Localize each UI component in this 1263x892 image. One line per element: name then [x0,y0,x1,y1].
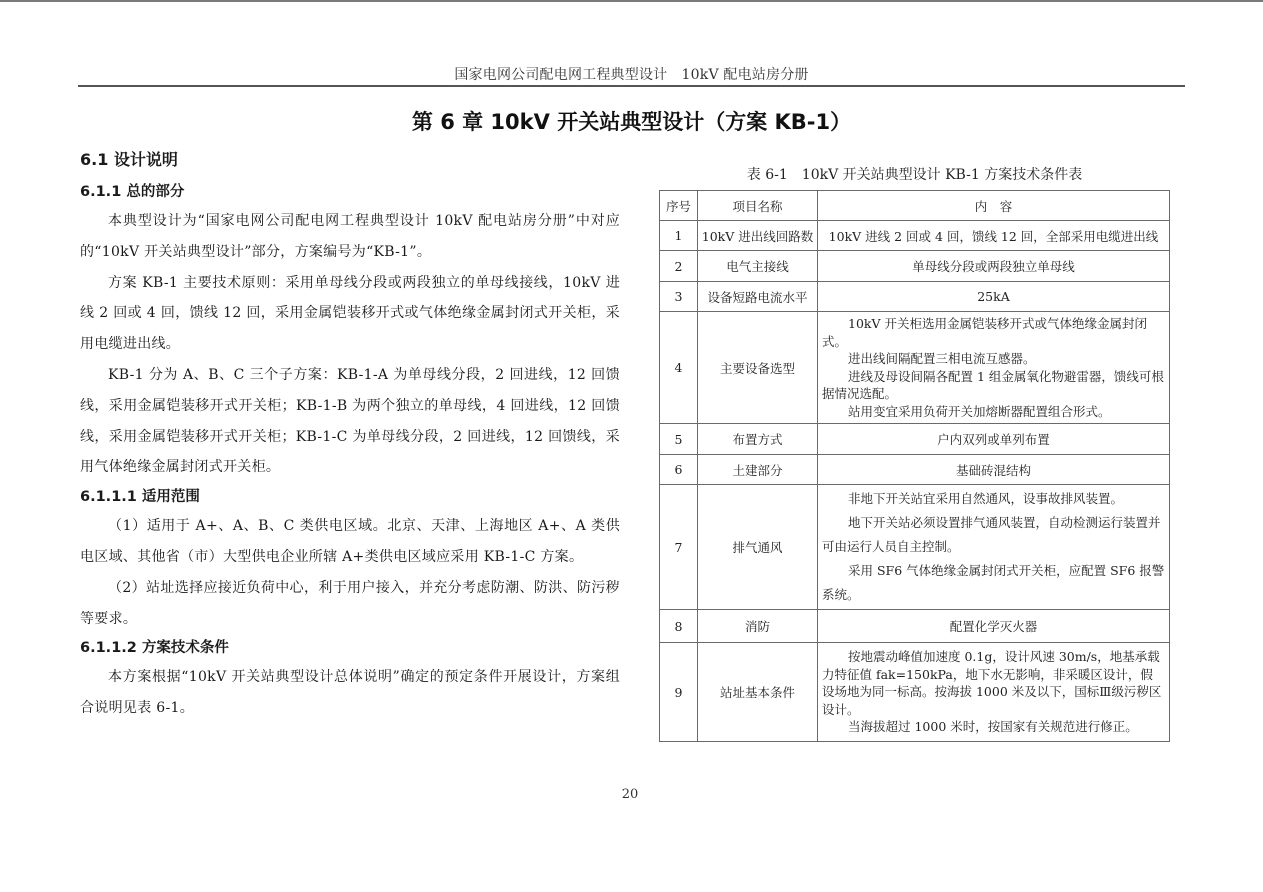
row-item-name: 布置方式 [698,424,818,455]
row-item-name: 电气主接线 [698,251,818,282]
row-item-name: 土建部分 [698,455,818,485]
row-number: 7 [660,485,698,610]
row-number: 4 [660,312,698,424]
paragraph: KB-1 分为 A、B、C 三个子方案：KB-1-A 为单母线分段，2 回进线，12 回馈线，采用金属铠装移开式开关柜；KB-1-B 为两个独立的单母线，4 回进线，12 回馈线，采用金属铠装移开式开关柜；KB-1-C 为单母线分段，2 回进线，12 回馈线，采用气体绝缘金属封闭式开关柜。 [80,366,620,476]
paragraph: 本方案根据“10kV 开关站典型设计总体说明”确定的预定条件开展设计，方案组合说明见表 6-1。 [80,669,620,717]
row-content [818,643,1170,742]
content-line: 进出线间隔配置三相电流互感器。 [848,351,1036,366]
row-content: 单母线分段或两段独立单母线 [818,251,1170,282]
row-number: 2 [660,251,698,282]
row-number: 1 [660,221,698,251]
row-item-name: 排气通风 [698,485,818,610]
section-heading-6-1: 6.1 设计说明 [80,150,178,169]
content-line: 非地下开关站宜采用自然通风，设事故排风装置。 [848,491,1124,506]
row-content [818,485,1170,610]
content-line: 当海拔超过 1000 米时，按国家有关规范进行修正。 [848,719,1138,735]
content-line: 按地震动峰值加速度 0.1g，设计风速 30m/s，地基承载力特征值 fak=150kPa，地下水无影响，非采暖区设计，假设场地为同一标高。按海拔 1000 米及以下，国标Ⅲ级污秽区设计。 [822,649,1162,717]
row-item-name: 10kV 进出线回路数 [698,221,818,251]
content-line: 10kV 开关柜选用金属铠装移开式或气体绝缘金属封闭式。 [822,316,1147,349]
table-row [660,455,1170,485]
page-top-border [0,0,1263,2]
column-header-no: 序号 [660,191,698,221]
table-caption: 表 6-1 10kV 开关站典型设计 KB-1 方案技术条件表 [746,167,1083,183]
paragraph: （2）站址选择应接近负荷中心，利于用户接入，并充分考虑防潮、防洪、防污秽等要求。 [80,579,620,627]
section-heading-6-1-1-1: 6.1.1.1 适用范围 [80,489,200,506]
row-number: 3 [660,282,698,312]
body-column [80,146,620,724]
row-content: 配置化学灭火器 [818,610,1170,643]
row-item-name: 消防 [698,610,818,643]
row-content: 25kA [818,282,1170,312]
table-row [660,251,1170,282]
header-rule [78,85,1185,87]
row-number: 5 [660,424,698,455]
row-content: 基础砖混结构 [818,455,1170,485]
table-row [660,221,1170,251]
chapter-title: 第 6 章 10kV 开关站典型设计（方案 KB-1） [411,110,852,134]
table-row [660,312,1170,424]
row-content: 10kV 进线 2 回或 4 回，馈线 12 回，全部采用电缆进出线 [818,221,1170,251]
row-content: 户内双列或单列布置 [818,424,1170,455]
row-number: 8 [660,610,698,643]
column-header-name: 项目名称 [698,191,818,221]
table-header-row [660,191,1170,221]
page-number: 20 [621,787,639,802]
paragraph: 本典型设计为“国家电网公司配电网工程典型设计 10kV 配电站房分册”中对应的“10kV 开关站典型设计”部分，方案编号为“KB-1”。 [80,213,620,260]
row-number: 9 [660,643,698,742]
section-heading-6-1-1: 6.1.1 总的部分 [80,184,185,200]
technical-conditions-table [659,190,1170,742]
table-row [660,643,1170,742]
content-line: 进线及母设间隔各配置 1 组金属氧化物避雷器，馈线可根据情况选配。 [822,368,1164,401]
content-line: 站用变宜采用负荷开关加熔断器配置组合形式。 [848,403,1111,419]
row-item-name: 站址基本条件 [698,643,818,742]
table-row [660,282,1170,312]
table-row [660,424,1170,455]
row-item-name: 主要设备选型 [698,312,818,424]
row-number: 6 [660,455,698,485]
row-item-name: 设备短路电流水平 [698,282,818,312]
section-heading-6-1-1-2: 6.1.1.2 方案技术条件 [80,640,229,657]
running-header: 国家电网公司配电网工程典型设计 10kV 配电站房分册 [454,67,809,83]
row-content [818,312,1170,424]
content-line: 采用 SF6 气体绝缘金属封闭式开关柜，应配置 SF6 报警系统。 [822,563,1165,602]
paragraph: （1）适用于 A+、A、B、C 类供电区域。北京、天津、上海地区 A+、A 类供电区域、其他省（市）大型供电企业所辖 A+类供电区域应采用 KB-1-C 方案。 [80,518,620,565]
table-row [660,610,1170,643]
table-row [660,485,1170,610]
content-line: 地下开关站必须设置排气通风装置，自动检测运行装置并可由运行人员自主控制。 [822,515,1161,554]
paragraph: 方案 KB-1 主要技术原则：采用单母线分段或两段独立的单母线接线，10kV 进线 2 回或 4 回，馈线 12 回，采用金属铠装移开式或气体绝缘金属封闭式开关柜，采用电缆进出线。 [80,274,620,353]
column-header-content: 内 容 [818,191,1170,221]
